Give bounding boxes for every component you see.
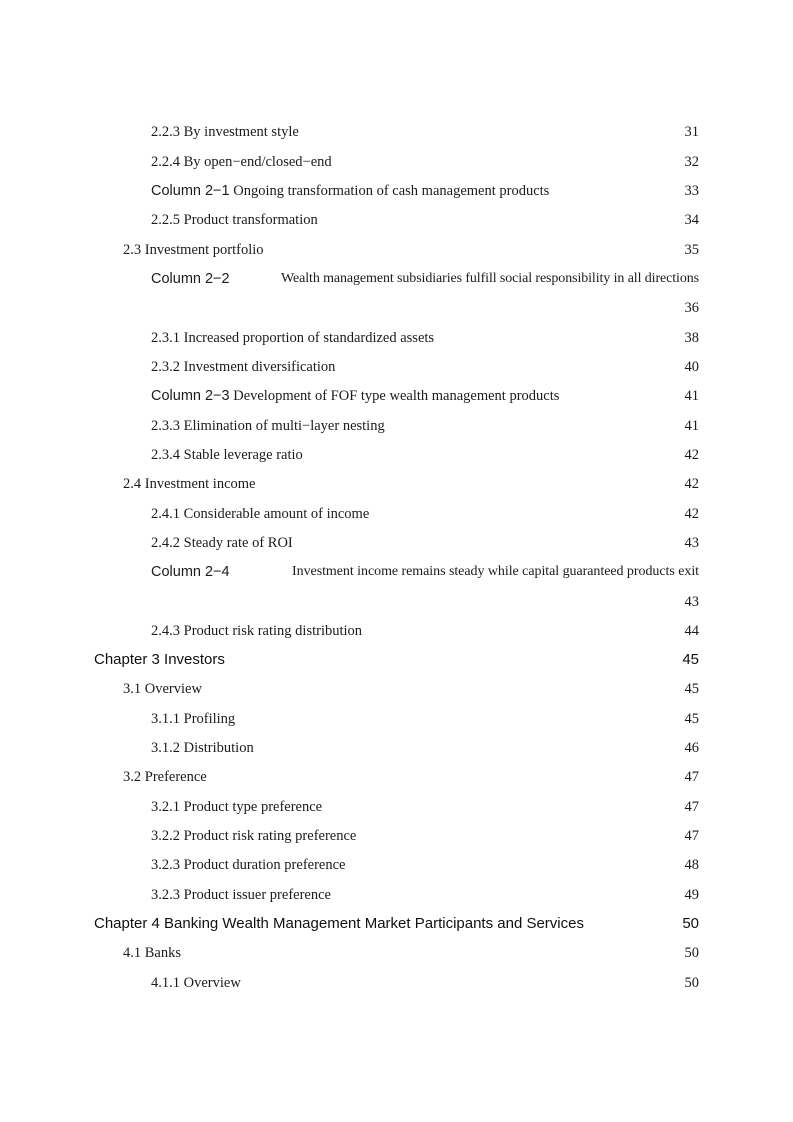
toc-entry-label: 2.3.4 Stable leverage ratio [151,447,303,463]
toc-entry-page: 35 [684,242,699,258]
toc-entry-page: 50 [684,975,699,991]
toc-entry-label: 2.2.4 By open−end/closed−end [151,154,332,170]
toc-entry-page: 40 [684,359,699,375]
toc-entry-page: 47 [684,769,699,785]
column-tag: Column 2−2 [151,271,230,287]
toc-entry-label: 2.4.1 Considerable amount of income [151,506,370,522]
column-tag: Column 2−3 [151,388,230,404]
toc-entry-page: 38 [684,330,699,346]
toc-entry-page: 32 [684,154,699,170]
toc-column-entry [151,387,559,405]
toc-section-label: 2.4 Investment income [123,476,256,492]
toc-entry-label: 2.2.5 Product transformation [151,212,318,228]
toc-entry-page: 42 [684,506,699,522]
toc-entry-page: 31 [684,124,699,140]
toc-entry-page: 41 [684,388,699,404]
toc-entry-page: 45 [684,681,699,697]
toc-column-entry [151,270,699,288]
toc-entry-page: 43 [684,594,699,610]
toc-entry-page: 33 [684,183,699,199]
toc-entry-page: 43 [684,535,699,551]
toc-entry-label: 3.1.2 Distribution [151,740,254,756]
toc-section-label: 3.1 Overview [123,681,202,697]
toc-entry-page: 48 [684,857,699,873]
column-tag: Column 2−1 [151,183,230,199]
toc-entry-label: Ongoing transformation of cash management products [233,183,550,199]
toc-entry-page: 45 [684,711,699,727]
toc-entry-label: Wealth management subsidiaries fulfill social responsibility in all directions [281,271,699,286]
toc-section-label: 3.2 Preference [123,769,207,785]
toc-entry-page: 34 [684,212,699,228]
toc-entry-page: 45 [682,651,699,668]
toc-entry-label: 4.1.1 Overview [151,975,241,991]
column-tag: Column 2−4 [151,564,230,580]
toc-entry-page: 41 [684,418,699,434]
toc-entry-page: 42 [684,476,699,492]
toc-entry-label: 3.1.1 Profiling [151,711,236,727]
toc-entry-page: 42 [684,447,699,463]
toc-column-entry [151,563,699,581]
toc-chapter-label: Chapter 3 Investors [94,651,225,668]
toc-entry-label: 3.2.3 Product issuer preference [151,887,331,903]
toc-entry-label: 3.2.1 Product type preference [151,799,323,815]
toc-entry-page: 36 [684,300,699,316]
toc-entry-label: 2.4.3 Product risk rating distribution [151,623,363,639]
toc-entry-label: 3.2.3 Product duration preference [151,857,346,873]
toc-section-label: 4.1 Banks [123,945,181,961]
toc-entry-label: Investment income remains steady while capital guaranteed products exit [292,564,699,579]
toc-entry-label: 2.2.3 By investment style [151,124,299,140]
toc-entry-page: 47 [684,828,699,844]
toc-section-label: 2.3 Investment portfolio [123,242,264,258]
toc-entry-label: 3.2.2 Product risk rating preference [151,828,357,844]
toc-entry-page: 49 [684,887,699,903]
toc-entry-label: 2.3.1 Increased proportion of standardized assets [151,330,435,346]
toc-entry-label: Development of FOF type wealth management products [233,388,560,404]
toc-entry-page: 44 [684,623,699,639]
toc-entry-label: 2.3.2 Investment diversification [151,359,336,375]
toc-entry-page: 46 [684,740,699,756]
toc-entry-page: 50 [682,915,699,932]
toc-entry-label: 2.4.2 Steady rate of ROI [151,535,293,551]
toc-entry-page: 47 [684,799,699,815]
toc-entry-label: 2.3.3 Elimination of multi−layer nesting [151,418,385,434]
toc-column-entry [151,182,549,200]
toc-entry-page: 50 [684,945,699,961]
toc-chapter-label: Chapter 4 Banking Wealth Management Market Participants and Services [94,915,584,932]
